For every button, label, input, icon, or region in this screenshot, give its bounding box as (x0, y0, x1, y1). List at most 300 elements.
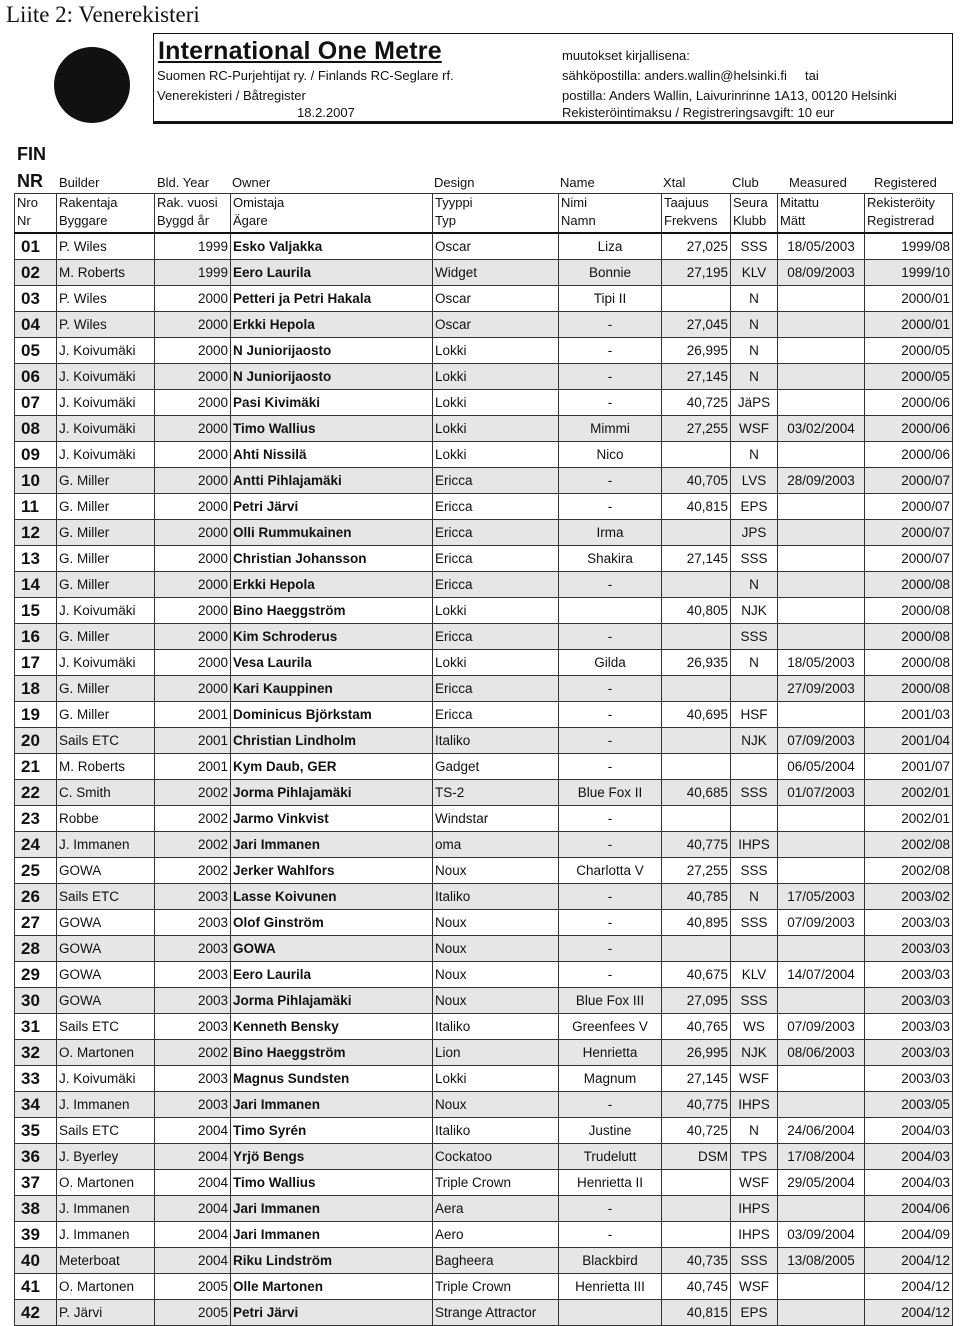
cell-builder: J. Koivumäki (57, 364, 155, 390)
cell-reg: 2000/05 (865, 338, 953, 364)
cell-builder: Sails ETC (57, 1014, 155, 1040)
cell-xtal: 40,815 (662, 1300, 731, 1326)
table-row (15, 338, 953, 364)
cell-design: Ericca (433, 494, 559, 520)
class-logo-icon (54, 47, 130, 123)
cell-design: Oscar (433, 286, 559, 312)
th-registered: Rekisteröity Registrerad (865, 194, 953, 234)
cell-year: 2002 (155, 858, 231, 884)
cell-builder: J. Immanen (57, 1222, 155, 1248)
cell-nr: 06 (15, 364, 57, 390)
cell-builder: GOWA (57, 858, 155, 884)
cell-club (731, 754, 778, 780)
cell-builder: GOWA (57, 962, 155, 988)
cell-design: Aera (433, 1196, 559, 1222)
table-row (15, 650, 953, 676)
cell-year: 2004 (155, 1248, 231, 1274)
cell-meas: 01/07/2003 (778, 780, 865, 806)
cell-design: Noux (433, 936, 559, 962)
cell-xtal: 27,025 (662, 233, 731, 260)
header-box (153, 33, 953, 124)
cell-name: Charlotta V (559, 858, 662, 884)
cell-meas (778, 1066, 865, 1092)
cell-name: - (559, 962, 662, 988)
cell-meas: 06/05/2004 (778, 754, 865, 780)
cell-club: SSS (731, 780, 778, 806)
cell-meas (778, 364, 865, 390)
cell-name: Liza (559, 233, 662, 260)
cell-club: WSF (731, 416, 778, 442)
table-row (15, 624, 953, 650)
th-club: Seura Klubb (731, 194, 778, 234)
cell-year: 2002 (155, 806, 231, 832)
cell-name: - (559, 494, 662, 520)
cell-club: IHPS (731, 1092, 778, 1118)
cell-reg: 2004/12 (865, 1274, 953, 1300)
cell-design: Ericca (433, 676, 559, 702)
table-row (15, 312, 953, 338)
cell-club: NJK (731, 1040, 778, 1066)
cell-year: 2000 (155, 598, 231, 624)
cell-owner: Christian Johansson (231, 546, 433, 572)
cell-reg: 2003/03 (865, 1014, 953, 1040)
cell-xtal: 40,775 (662, 1092, 731, 1118)
cell-xtal (662, 624, 731, 650)
cell-name: - (559, 390, 662, 416)
table-row (15, 364, 953, 390)
cell-owner: N Juniorijaosto (231, 364, 433, 390)
cell-design: Noux (433, 962, 559, 988)
cell-builder: J. Koivumäki (57, 650, 155, 676)
cell-reg: 2003/03 (865, 1066, 953, 1092)
cell-club: EPS (731, 494, 778, 520)
cell-builder: O. Martonen (57, 1170, 155, 1196)
cell-year: 2001 (155, 728, 231, 754)
cell-owner: Eero Laurila (231, 962, 433, 988)
cell-nr: 24 (15, 832, 57, 858)
logo-bar (139, 109, 153, 155)
cell-reg: 2004/06 (865, 1196, 953, 1222)
colhead-club: Club (732, 175, 759, 190)
header-post: postilla: Anders Wallin, Laivurinrinne 1A13, 00120 Helsinki (562, 88, 897, 103)
cell-club: WS (731, 1014, 778, 1040)
cell-name: - (559, 312, 662, 338)
table-row (15, 546, 953, 572)
cell-builder: M. Roberts (57, 260, 155, 286)
cell-owner: GOWA (231, 936, 433, 962)
cell-owner: Kari Kauppinen (231, 676, 433, 702)
cell-xtal: 27,145 (662, 1066, 731, 1092)
cell-owner: Kenneth Bensky (231, 1014, 433, 1040)
cell-meas (778, 312, 865, 338)
table-row (15, 1040, 953, 1066)
cell-meas: 27/09/2003 (778, 676, 865, 702)
cell-nr: 03 (15, 286, 57, 312)
cell-builder: G. Miller (57, 520, 155, 546)
cell-reg: 2002/01 (865, 806, 953, 832)
cell-year: 2003 (155, 884, 231, 910)
th-year: Rak. vuosi Byggd år (155, 194, 231, 234)
cell-xtal: 27,145 (662, 364, 731, 390)
cell-nr: 29 (15, 962, 57, 988)
cell-year: 2000 (155, 676, 231, 702)
colhead-name: Name (560, 175, 595, 190)
cell-design: Noux (433, 988, 559, 1014)
cell-builder: J. Koivumäki (57, 390, 155, 416)
table-row (15, 832, 953, 858)
cell-xtal: 40,805 (662, 598, 731, 624)
cell-builder: J. Byerley (57, 1144, 155, 1170)
cell-xtal: 40,705 (662, 468, 731, 494)
cell-reg: 2004/03 (865, 1144, 953, 1170)
cell-club: N (731, 572, 778, 598)
th-name: Nimi Namn (559, 194, 662, 234)
cell-meas: 18/05/2003 (778, 650, 865, 676)
cell-club: IHPS (731, 1196, 778, 1222)
cell-year: 2000 (155, 546, 231, 572)
header-email: sähköpostilla: anders.wallin@helsinki.fi tai (562, 68, 819, 83)
table-row (15, 1248, 953, 1274)
cell-nr: 10 (15, 468, 57, 494)
cell-xtal: 26,935 (662, 650, 731, 676)
cell-xtal: 40,815 (662, 494, 731, 520)
cell-nr: 22 (15, 780, 57, 806)
cell-nr: 17 (15, 650, 57, 676)
table-row (15, 286, 953, 312)
table-row (15, 1274, 953, 1300)
cell-club: N (731, 364, 778, 390)
cell-owner: Jorma Pihlajamäki (231, 780, 433, 806)
cell-builder: Robbe (57, 806, 155, 832)
cell-year: 2003 (155, 936, 231, 962)
cell-design: Oscar (433, 233, 559, 260)
cell-nr: 12 (15, 520, 57, 546)
cell-nr: 09 (15, 442, 57, 468)
nr-label: NR (17, 171, 43, 191)
cell-nr: 33 (15, 1066, 57, 1092)
cell-nr: 26 (15, 884, 57, 910)
cell-design: Ericca (433, 468, 559, 494)
cell-design: Ericca (433, 702, 559, 728)
cell-nr: 07 (15, 390, 57, 416)
table-row (15, 233, 953, 260)
cell-name (559, 598, 662, 624)
cell-meas (778, 338, 865, 364)
cell-name: - (559, 754, 662, 780)
cell-xtal: 27,195 (662, 260, 731, 286)
cell-design: oma (433, 832, 559, 858)
cell-year: 2003 (155, 1066, 231, 1092)
table-row (15, 598, 953, 624)
colhead-registered: Registered (874, 175, 937, 190)
header-fee: Rekisteröintimaksu / Registreringsavgift: 10 eur (562, 105, 835, 120)
table-row (15, 676, 953, 702)
table-row (15, 728, 953, 754)
table-row (15, 910, 953, 936)
cell-year: 2003 (155, 988, 231, 1014)
cell-nr: 28 (15, 936, 57, 962)
cell-design: Lokki (433, 598, 559, 624)
cell-name (559, 1300, 662, 1326)
cell-name: Gilda (559, 650, 662, 676)
cell-xtal (662, 676, 731, 702)
table-row (15, 702, 953, 728)
cell-name: - (559, 1222, 662, 1248)
cell-year: 2000 (155, 494, 231, 520)
cell-nr: 08 (15, 416, 57, 442)
cell-owner: Olof Ginström (231, 910, 433, 936)
cell-club: LVS (731, 468, 778, 494)
cell-name: Blackbird (559, 1248, 662, 1274)
cell-reg: 2000/08 (865, 572, 953, 598)
cell-nr: 27 (15, 910, 57, 936)
cell-nr: 15 (15, 598, 57, 624)
table-row (15, 962, 953, 988)
cell-club: SSS (731, 546, 778, 572)
cell-owner: Esko Valjakka (231, 233, 433, 260)
cell-reg: 2002/08 (865, 832, 953, 858)
cell-design: Lion (433, 1040, 559, 1066)
cell-year: 2000 (155, 286, 231, 312)
cell-nr: 34 (15, 1092, 57, 1118)
cell-name: - (559, 624, 662, 650)
table-row (15, 1092, 953, 1118)
cell-meas (778, 1092, 865, 1118)
cell-reg: 2000/07 (865, 546, 953, 572)
cell-club: SSS (731, 624, 778, 650)
cell-club: WSF (731, 1274, 778, 1300)
colhead-design: Design (434, 175, 475, 190)
cell-year: 2000 (155, 572, 231, 598)
cell-club: HSF (731, 702, 778, 728)
cell-owner: Eero Laurila (231, 260, 433, 286)
cell-xtal: DSM (662, 1144, 731, 1170)
table-row (15, 1300, 953, 1326)
cell-design: Aero (433, 1222, 559, 1248)
cell-meas: 14/07/2004 (778, 962, 865, 988)
cell-reg: 2001/03 (865, 702, 953, 728)
cell-nr: 32 (15, 1040, 57, 1066)
cell-reg: 2000/08 (865, 598, 953, 624)
cell-year: 2001 (155, 702, 231, 728)
cell-xtal: 40,735 (662, 1248, 731, 1274)
cell-club: SSS (731, 988, 778, 1014)
table-row (15, 390, 953, 416)
cell-nr: 02 (15, 260, 57, 286)
cell-name: - (559, 884, 662, 910)
cell-nr: 19 (15, 702, 57, 728)
table-row (15, 806, 953, 832)
cell-design: Lokki (433, 1066, 559, 1092)
cell-meas (778, 702, 865, 728)
cell-meas: 08/09/2003 (778, 260, 865, 286)
cell-club: SSS (731, 910, 778, 936)
cell-xtal: 27,255 (662, 416, 731, 442)
cell-name: - (559, 910, 662, 936)
cell-owner: Magnus Sundsten (231, 1066, 433, 1092)
cell-name: Blue Fox II (559, 780, 662, 806)
cell-builder: P. Wiles (57, 312, 155, 338)
cell-club: EPS (731, 1300, 778, 1326)
cell-name: Nico (559, 442, 662, 468)
cell-nr: 41 (15, 1274, 57, 1300)
cell-owner: Jari Immanen (231, 1092, 433, 1118)
cell-meas (778, 1300, 865, 1326)
cell-reg: 2003/03 (865, 936, 953, 962)
cell-design: Ericca (433, 546, 559, 572)
cell-xtal: 26,995 (662, 1040, 731, 1066)
cell-owner: Ahti Nissilä (231, 442, 433, 468)
table-row (15, 260, 953, 286)
cell-meas (778, 936, 865, 962)
cell-nr: 14 (15, 572, 57, 598)
cell-name: - (559, 806, 662, 832)
cell-xtal: 40,775 (662, 832, 731, 858)
cell-builder: G. Miller (57, 494, 155, 520)
cell-design: Italiko (433, 884, 559, 910)
cell-meas: 17/05/2003 (778, 884, 865, 910)
cell-builder: J. Koivumäki (57, 1066, 155, 1092)
cell-xtal (662, 806, 731, 832)
cell-club: N (731, 1118, 778, 1144)
cell-owner: Antti Pihlajamäki (231, 468, 433, 494)
table-row (15, 1144, 953, 1170)
cell-reg: 2000/08 (865, 676, 953, 702)
cell-year: 2005 (155, 1274, 231, 1300)
cell-design: Windstar (433, 806, 559, 832)
cell-builder: GOWA (57, 936, 155, 962)
cell-design: Lokki (433, 390, 559, 416)
cell-design: Italiko (433, 1014, 559, 1040)
cell-design: TS-2 (433, 780, 559, 806)
cell-xtal (662, 728, 731, 754)
cell-year: 2000 (155, 650, 231, 676)
cell-owner: Olle Martonen (231, 1274, 433, 1300)
cell-xtal: 27,255 (662, 858, 731, 884)
cell-builder: GOWA (57, 988, 155, 1014)
cell-reg: 2003/02 (865, 884, 953, 910)
table-row (15, 494, 953, 520)
cell-reg: 2000/08 (865, 650, 953, 676)
table-row (15, 884, 953, 910)
table-header-row (15, 194, 953, 234)
cell-owner: Petri Järvi (231, 1300, 433, 1326)
cell-xtal: 27,145 (662, 546, 731, 572)
cell-nr: 11 (15, 494, 57, 520)
colhead-owner: Owner (232, 175, 271, 190)
cell-builder: P. Wiles (57, 233, 155, 260)
cell-xtal (662, 520, 731, 546)
cell-reg: 2002/01 (865, 780, 953, 806)
cell-design: Oscar (433, 312, 559, 338)
cell-name: - (559, 364, 662, 390)
table-row (15, 1170, 953, 1196)
cell-xtal (662, 1170, 731, 1196)
cell-nr: 36 (15, 1144, 57, 1170)
cell-year: 2000 (155, 624, 231, 650)
cell-year: 2002 (155, 780, 231, 806)
cell-name: - (559, 728, 662, 754)
cell-year: 2004 (155, 1118, 231, 1144)
cell-club: N (731, 286, 778, 312)
cell-owner: Riku Lindström (231, 1248, 433, 1274)
cell-meas (778, 1274, 865, 1300)
cell-nr: 31 (15, 1014, 57, 1040)
cell-design: Triple Crown (433, 1274, 559, 1300)
cell-builder: J. Immanen (57, 1196, 155, 1222)
cell-club: NJK (731, 598, 778, 624)
cell-owner: Erkki Hepola (231, 312, 433, 338)
cell-meas: 28/09/2003 (778, 468, 865, 494)
th-nro: Nro Nr (15, 194, 57, 234)
cell-reg: 2003/03 (865, 910, 953, 936)
cell-builder: G. Miller (57, 702, 155, 728)
cell-design: Lokki (433, 364, 559, 390)
cell-club: IHPS (731, 1222, 778, 1248)
table-row (15, 416, 953, 442)
cell-meas (778, 832, 865, 858)
cell-design: Italiko (433, 728, 559, 754)
cell-reg: 2004/03 (865, 1170, 953, 1196)
cell-meas: 03/09/2004 (778, 1222, 865, 1248)
cell-year: 2003 (155, 910, 231, 936)
fin-label: FIN (17, 144, 46, 164)
table-row (15, 1196, 953, 1222)
table-row (15, 572, 953, 598)
cell-builder: J. Koivumäki (57, 416, 155, 442)
cell-meas (778, 988, 865, 1014)
table-row (15, 1118, 953, 1144)
cell-reg: 2000/01 (865, 286, 953, 312)
cell-builder: G. Miller (57, 468, 155, 494)
cell-meas (778, 546, 865, 572)
cell-builder: C. Smith (57, 780, 155, 806)
cell-name: Bonnie (559, 260, 662, 286)
cell-nr: 20 (15, 728, 57, 754)
cell-club: N (731, 650, 778, 676)
cell-owner: N Juniorijaosto (231, 338, 433, 364)
table-row (15, 442, 953, 468)
cell-nr: 39 (15, 1222, 57, 1248)
cell-builder: O. Martonen (57, 1274, 155, 1300)
cell-club: KLV (731, 260, 778, 286)
cell-nr: 42 (15, 1300, 57, 1326)
cell-reg: 2002/08 (865, 858, 953, 884)
cell-xtal: 40,765 (662, 1014, 731, 1040)
cell-xtal: 40,725 (662, 390, 731, 416)
cell-xtal (662, 442, 731, 468)
cell-name: - (559, 338, 662, 364)
cell-owner: Lasse Koivunen (231, 884, 433, 910)
cell-owner: Petteri ja Petri Hakala (231, 286, 433, 312)
cell-year: 2003 (155, 1014, 231, 1040)
cell-meas: 07/09/2003 (778, 910, 865, 936)
cell-meas (778, 624, 865, 650)
cell-owner: Timo Wallius (231, 1170, 433, 1196)
table-row (15, 1066, 953, 1092)
header-changes: muutokset kirjallisena: (562, 48, 690, 63)
cell-builder: Sails ETC (57, 1118, 155, 1144)
cell-name: Irma (559, 520, 662, 546)
th-builder: Rakentaja Byggare (57, 194, 155, 234)
cell-year: 2004 (155, 1170, 231, 1196)
cell-year: 2000 (155, 416, 231, 442)
cell-xtal (662, 754, 731, 780)
cell-xtal (662, 286, 731, 312)
cell-reg: 2003/03 (865, 988, 953, 1014)
cell-name: Shakira (559, 546, 662, 572)
cell-nr: 05 (15, 338, 57, 364)
